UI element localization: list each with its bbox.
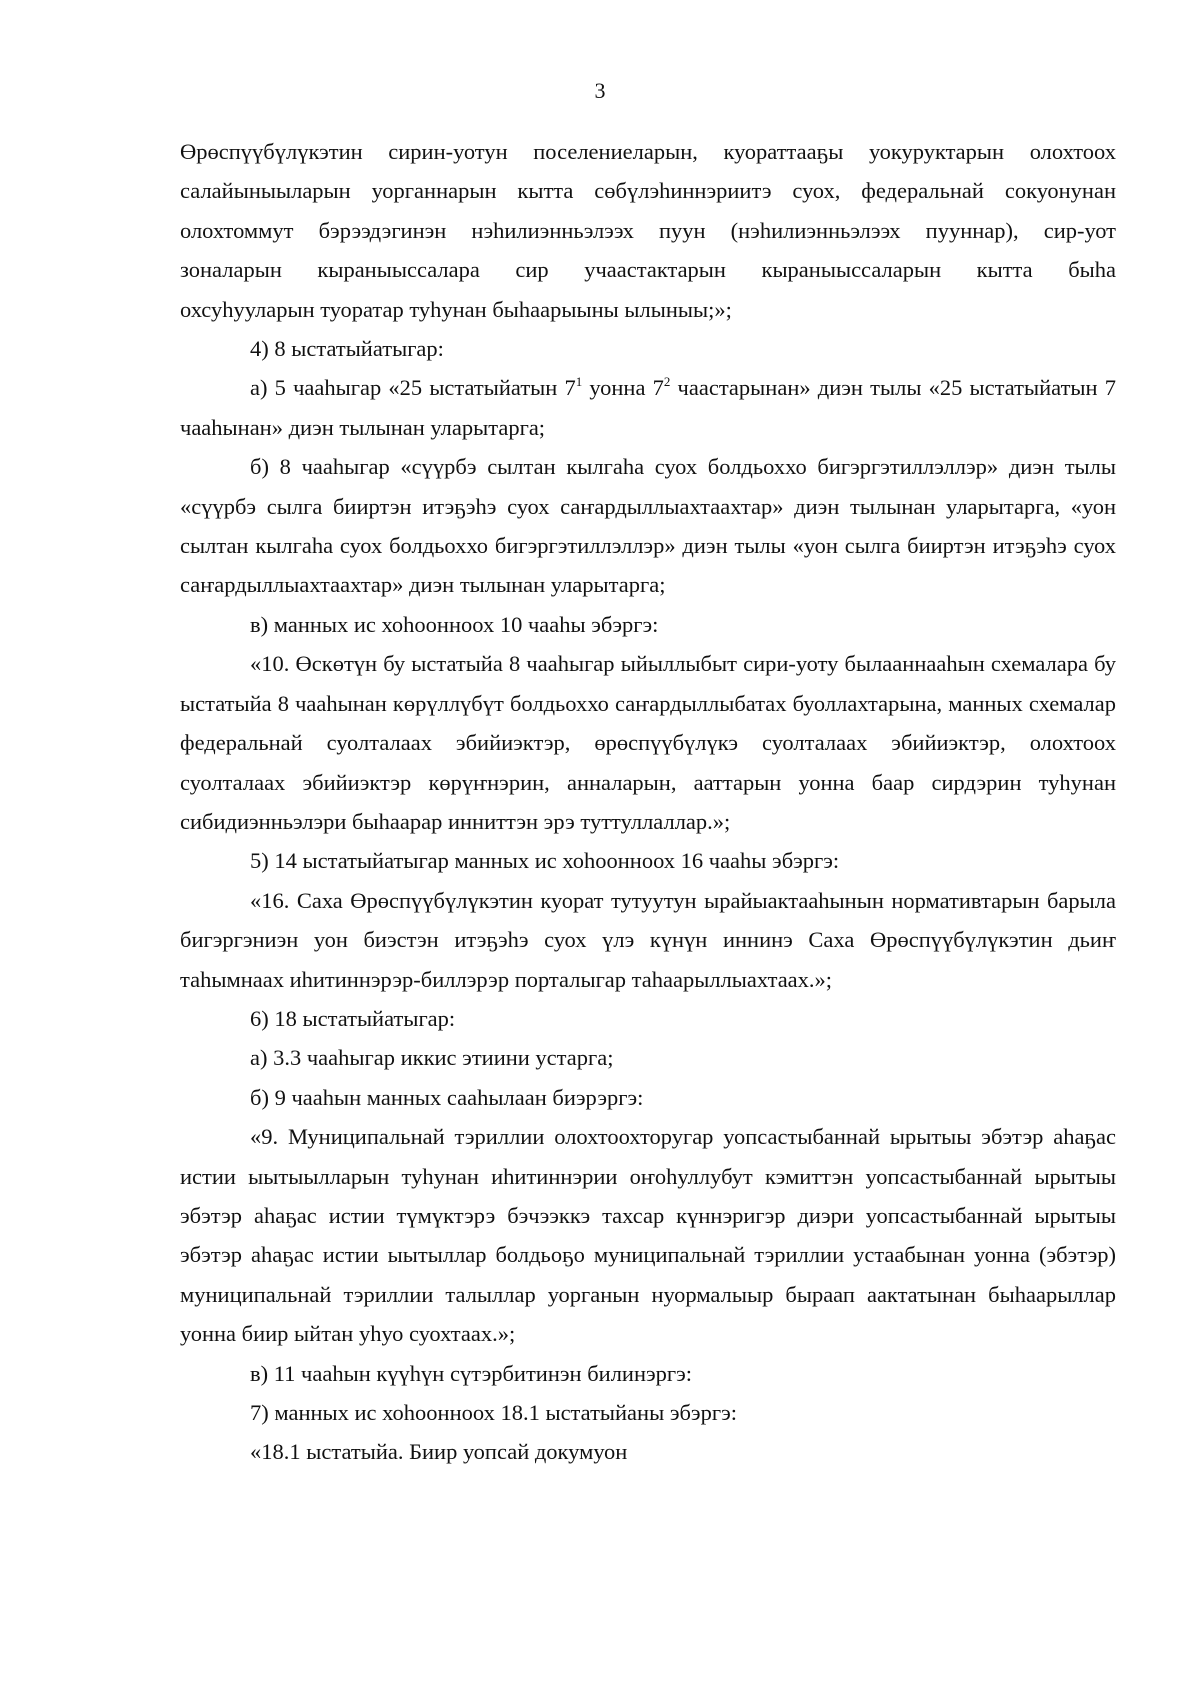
text-line: зоналарын кыраныыссалара сир учаастактарын кыраныыссаларын кытта быһа: [180, 257, 1116, 283]
text-line: олохтоммут бэрээдэгинэн нэһилиэнньэлээх пуун (нэһилиэнньэлээх пууннар), сир-уот: [180, 217, 1116, 243]
text-line: салайыныыларын уорганнарын кытта сөбүлэһиннэриитэ суох, федеральнай сокуонунан: [180, 178, 1116, 204]
paragraph-item-6b: б) 9 чааһын манных сааһылаан биэрэргэ:: [250, 1084, 644, 1110]
paragraph-item-4a: [180, 368, 1116, 447]
superscript: 1: [575, 374, 583, 390]
quoted-paragraph-16: «16. Саха Өрөспүүбүлүкэтин куорат тутуутун ырайыактааһынын нормативтарын барыла бигэргэниэн уон биэстэн итэҕэһэ суох үлэ күнүн иннинэ Саха Өрөспүүбүлүкэтин дьиҥ таһымнаах иһитиннэрэр-биллэрэр порталыгар таһаарыллыахтаах.»;: [180, 887, 1116, 992]
paragraph-item-7: 7) манных ис хоһоонноох 18.1 ыстатыйаны эбэргэ:: [250, 1400, 737, 1425]
quoted-paragraph-9: «9. Муниципальнай тэриллии олохтоохторугар уопсастыбаннай ырытыы эбэтэр аһаҕас истии ыытыылларын туһунан иһитиннэрии оҥоһуллубут кэмиттэн уопсастыбаннай ырытыы эбэтэр аһаҕас истии түмүктэрэ бэчээккэ тахсар күннэригэр диэри уопсастыбаннай ырытыы эбэтэр аһаҕас истии ыытыллар болдьоҕо муниципальнай тэриллии устаабынан уонна (эбэтэр) муниципальнай тэриллии талыллар уорганын нуормалыыр быраап аактатынан быһаарыллар уонна биир ыйтан уһуо суохтаах.»;: [180, 1124, 1116, 1347]
paragraph-item-4: 4) 8 ыстатыйатыгар:: [250, 336, 444, 362]
paragraph-continuation: [180, 132, 1116, 329]
paragraph-item-6: 6) 18 ыстатыйатыгар:: [250, 1005, 456, 1031]
article-heading-18-1: «18.1 ыстатыйа. Биир уопсай докумуон: [250, 1439, 628, 1465]
text-line: охсуһууларын туоратар туһунан быһаарыыны ылыныы;»;: [180, 296, 732, 322]
text-segment: а) 5 чааһыгар «25 ыстатыйатын 7: [250, 375, 576, 401]
text-segment: чаастарынан» диэн тылы «25 ыстатыйатын 7 чааһынан» диэн тылынан уларытарга;: [180, 375, 1116, 440]
text-segment: уонна 7: [582, 375, 664, 401]
text-line: Өрөспүүбүлүкэтин сирин-уотун поселениеларын, куораттааҕы уокуруктарын олохтоох: [180, 139, 1116, 164]
page-number: 3: [594, 78, 606, 103]
document-body: [180, 132, 1116, 1472]
quoted-paragraph-10: «10. Өскөтүн бу ыстатыйа 8 чааһыгар ыйыллыбыт сири-уоту былааннааһын схемалара бу ыстатыйа 8 чааһынан көрүллүбүт болдьоххо саҥардыллыбатах буоллахтарына, манных схемалар федеральнай суолталаах эбийиэктэр, өрөспүүбүлүкэ суолталаах эбийиэктэр, олохтоох суолталаах эбийиэктэр көрүҥнэрин, анналарын, ааттарын уонна баар сирдэрин туһунан сибидиэнньэлэри быһаарар инниттэн эрэ туттуллаллар.»;: [180, 651, 1116, 834]
paragraph-item-6a: а) 3.3 чааһыгар иккис этиини устарга;: [250, 1045, 614, 1071]
superscript: 2: [663, 374, 671, 390]
paragraph-item-6v: в) 11 чааһын күүһүн сүтэрбитинэн билинэргэ:: [250, 1360, 693, 1386]
paragraph-item-4b: б) 8 чааһыгар «сүүрбэ сылтан кылгаһа суох болдьоххо бигэргэтиллэллэр» диэн тылы «сүүрбэ сылга бииртэн итэҕэһэ суох саҥардыллыахтаахтар» диэн тылынан уларытарга, «уон сылтан кылгаһа суох болдьоххо бигэргэтиллэллэр» диэн тылы «уон сылга бииртэн итэҕэһэ суох саҥардыллыахтаахтар» диэн тылынан уларытарга;: [180, 454, 1116, 598]
paragraph-item-4v: в) манных ис хоһоонноох 10 чааһы эбэргэ:: [250, 611, 659, 637]
paragraph-item-5: 5) 14 ыстатыйатыгар манных ис хоһоонноох 16 чааһы эбэргэ:: [250, 848, 840, 874]
